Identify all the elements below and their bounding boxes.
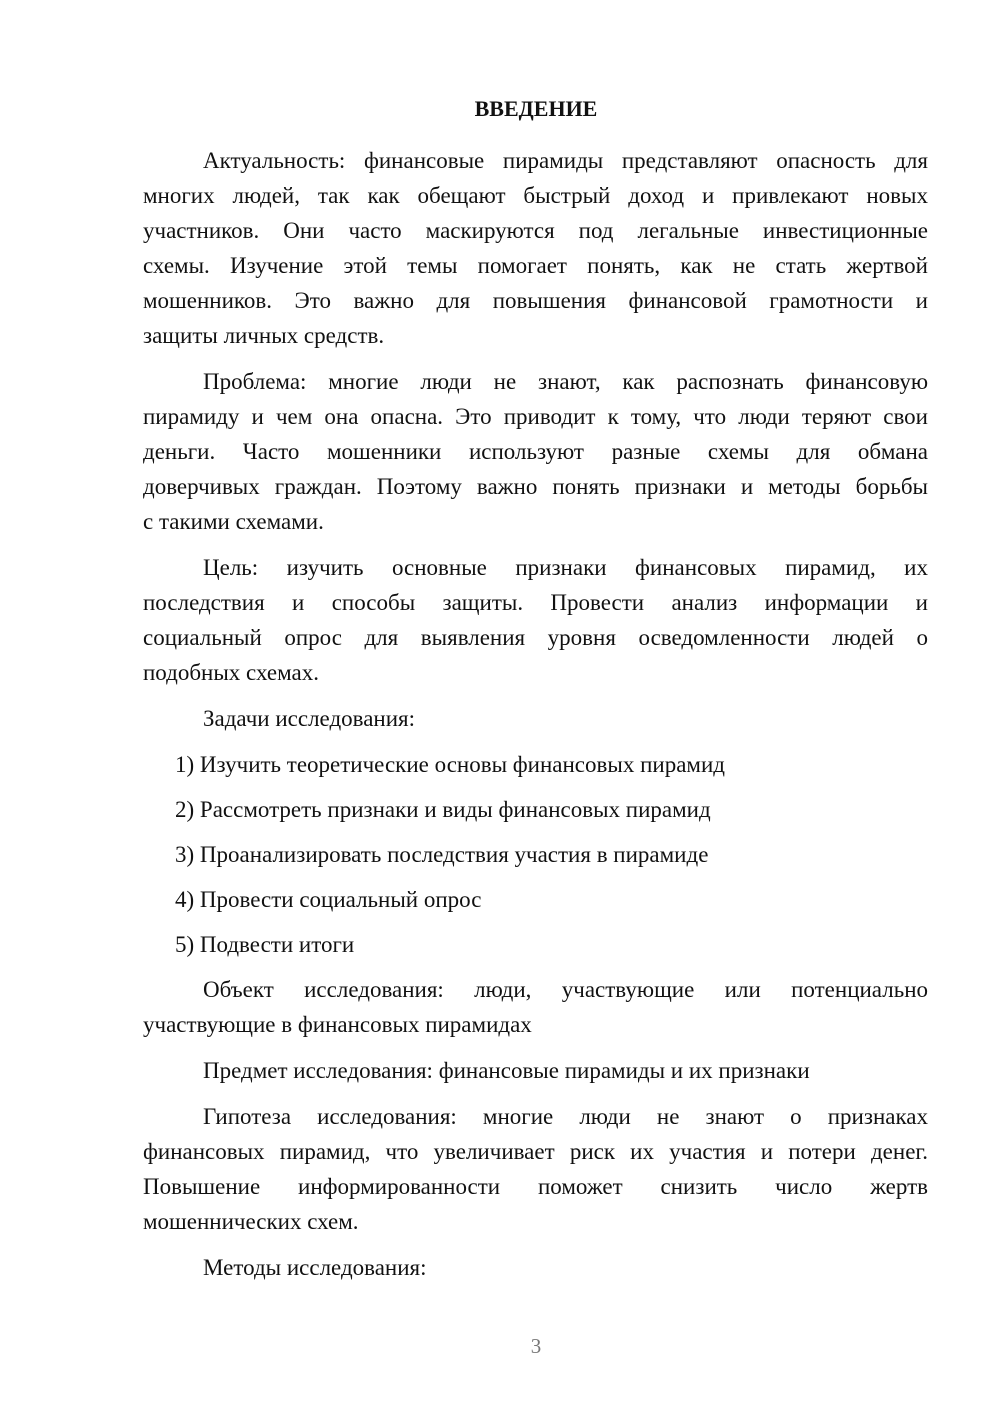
text-line: Методы исследования: [203,1255,427,1280]
paragraph [143,1250,928,1285]
task-list [143,747,928,962]
paragraph [143,1053,928,1088]
paragraph [143,550,928,690]
text-line: Проблема: многие люди не знают, как распознать финансовую [203,369,928,394]
text-line: с такими схемами. [143,509,324,534]
text-line: Цель: изучить основные признаки финансовых пирамид, их [203,555,928,580]
page-number: 3 [530,1334,542,1358]
text-line: последствия и способы защиты. Провести анализ информации и [143,590,928,615]
text-line: Гипотеза исследования: многие люди не знают о признаках [203,1104,928,1129]
paragraph [143,364,928,539]
text-line: Повышение информированности поможет снизить число жертв [143,1174,928,1199]
text-line: участвующие в финансовых пирамидах [143,1012,532,1037]
text-line: доверчивых граждан. Поэтому важно понять признаки и методы борьбы [143,474,928,499]
research-paragraphs [143,972,928,1285]
task-item: 4) Провести социальный опрос [175,887,482,912]
text-line: мошенников. Это важно для повышения финансовой грамотности и [143,288,928,313]
text-line: Актуальность: финансовые пирамиды представляют опасность для [203,148,928,173]
text-line: многих людей, так как обещают быстрый доход и привлекают новых [143,183,928,208]
task-item: 3) Проанализировать последствия участия в пирамиде [175,842,709,867]
task-item: 5) Подвести итоги [175,932,355,957]
task-item: 1) Изучить теоретические основы финансовых пирамид [175,752,725,777]
text-line: схемы. Изучение этой темы помогает понять, как не стать жертвой [143,253,928,278]
paragraph [143,701,928,736]
text-line: Объект исследования: люди, участвующие или потенциально [203,977,928,1002]
text-line: Предмет исследования: финансовые пирамиды и их признаки [203,1058,810,1083]
text-line: социальный опрос для выявления уровня осведомленности людей о [143,625,928,650]
text-line: Задачи исследования: [203,706,416,731]
paragraph [143,143,928,353]
text-line: пирамиду и чем она опасна. Это приводит к тому, что люди теряют свои [143,404,928,429]
text-line: участников. Они часто маскируются под легальные инвестиционные [143,218,928,243]
document-body [143,143,928,1296]
text-line: подобных схемах. [143,660,319,685]
text-line: мошеннических схем. [143,1209,359,1234]
paragraph [143,1099,928,1239]
page-title: ВВЕДЕНИЕ [474,96,598,121]
text-line: защиты личных средств. [143,323,385,348]
text-line: финансовых пирамид, что увеличивает риск их участия и потери денег. [143,1139,928,1164]
intro-paragraphs [143,143,928,736]
text-line: деньги. Часто мошенники используют разные схемы для обмана [143,439,928,464]
task-item: 2) Рассмотреть признаки и виды финансовых пирамид [175,797,711,822]
paragraph [143,972,928,1042]
